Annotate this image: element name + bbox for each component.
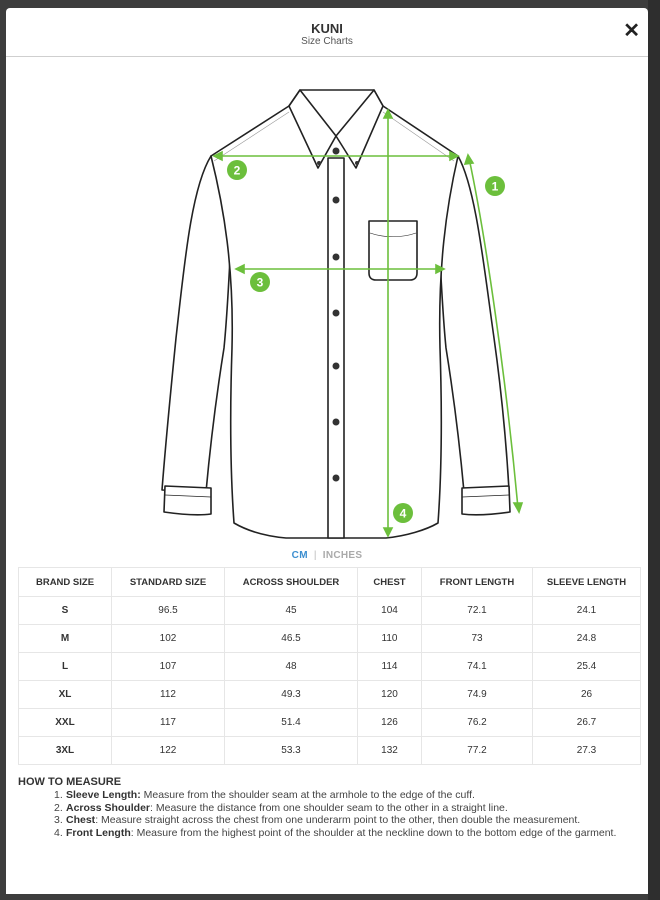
item-term: Sleeve Length: — [66, 789, 141, 801]
cell-sleeve-length: 26 — [533, 681, 641, 709]
close-button[interactable] — [623, 20, 640, 42]
cell-brand-size: XXL — [19, 709, 112, 737]
header-sleeve-length: SLEEVE LENGTH — [533, 568, 641, 597]
cell-chest: 104 — [358, 597, 422, 625]
cell-chest: 120 — [358, 681, 422, 709]
left-cuff — [164, 486, 211, 515]
cell-across-shoulder: 48 — [225, 653, 358, 681]
table-row — [19, 653, 641, 681]
modal-title: KUNI — [311, 21, 343, 36]
cell-across-shoulder: 51.4 — [225, 709, 358, 737]
item-number: 1. — [54, 789, 63, 801]
item-text: Measure from the shoulder seam at the armhole to the edge of the cuff. — [140, 789, 475, 801]
item-term: Front Length — [66, 826, 131, 839]
table-row — [19, 597, 641, 625]
item-text: : Measure from the highest point of the shoulder at the neckline down to the bottom edge of the garment. — [130, 826, 617, 839]
modal-header — [6, 8, 648, 57]
size-chart-modal — [6, 8, 648, 894]
pocket — [369, 221, 417, 280]
page-background — [648, 0, 660, 900]
cell-sleeve-length: 24.1 — [533, 597, 641, 625]
table-row — [19, 709, 641, 737]
how-to-measure-list — [54, 789, 646, 839]
cell-standard-size: 107 — [112, 653, 225, 681]
cell-front-length: 77.2 — [422, 737, 533, 765]
cell-sleeve-length: 25.4 — [533, 653, 641, 681]
cell-sleeve-length: 27.3 — [533, 737, 641, 765]
item-term: Chest — [66, 814, 96, 826]
cell-across-shoulder: 49.3 — [225, 681, 358, 709]
item-number: 4. — [54, 826, 63, 839]
cell-front-length: 74.1 — [422, 653, 533, 681]
list-item — [54, 814, 646, 827]
svg-text:1: 1 — [491, 179, 499, 194]
cell-standard-size: 112 — [112, 681, 225, 709]
cell-front-length: 74.9 — [422, 681, 533, 709]
list-item — [54, 801, 646, 815]
list-item — [54, 789, 646, 802]
cell-chest: 126 — [358, 709, 422, 737]
header-brand-size: BRAND SIZE — [19, 568, 112, 597]
cell-standard-size: 102 — [112, 625, 225, 653]
cell-front-length: 73 — [422, 625, 533, 653]
table-row — [19, 625, 641, 653]
cell-sleeve-length: 26.7 — [533, 709, 641, 737]
cell-front-length: 76.2 — [422, 709, 533, 737]
svg-text:4: 4 — [399, 506, 407, 521]
right-cuff — [462, 486, 510, 515]
item-term: Across Shoulder — [66, 801, 151, 814]
size-table — [18, 567, 641, 765]
cell-chest: 132 — [358, 737, 422, 765]
table-row — [19, 681, 641, 709]
table-header-row — [19, 568, 641, 597]
cell-standard-size: 117 — [112, 709, 225, 737]
unit-cm-tab[interactable]: CM — [291, 550, 308, 561]
cell-standard-size: 122 — [112, 737, 225, 765]
list-item — [54, 826, 646, 840]
unit-toggle — [6, 550, 648, 561]
cell-standard-size: 96.5 — [112, 597, 225, 625]
header-across-shoulder: ACROSS SHOULDER — [225, 568, 358, 597]
cell-sleeve-length: 24.8 — [533, 625, 641, 653]
item-text: : Measure the distance from one shoulder seam to the other in a straight line. — [150, 801, 508, 814]
table-row — [19, 737, 641, 765]
item-text: : Measure straight across the chest from one underarm point to the other, then double the measurement. — [95, 814, 581, 826]
cell-chest: 114 — [358, 653, 422, 681]
unit-inches-tab[interactable]: INCHES — [322, 550, 363, 561]
cell-front-length: 72.1 — [422, 597, 533, 625]
cell-brand-size: S — [19, 597, 112, 625]
cell-across-shoulder: 53.3 — [225, 737, 358, 765]
header-chest: CHEST — [358, 568, 422, 597]
svg-text:3: 3 — [256, 275, 264, 290]
cell-across-shoulder: 46.5 — [225, 625, 358, 653]
svg-text:2: 2 — [233, 163, 241, 178]
shirt-measurement-illustration — [6, 57, 648, 547]
close-icon: ✕ — [623, 20, 640, 42]
item-number: 2. — [54, 801, 63, 814]
modal-subtitle: Size Charts — [301, 36, 353, 47]
item-number: 3. — [54, 814, 63, 826]
unit-separator: | — [313, 550, 317, 561]
header-front-length: FRONT LENGTH — [422, 568, 533, 597]
how-to-measure-heading: HOW TO MEASURE — [18, 776, 122, 788]
cell-brand-size: XL — [19, 681, 112, 709]
cell-chest: 110 — [358, 625, 422, 653]
cell-brand-size: M — [19, 625, 112, 653]
cell-brand-size: 3XL — [19, 737, 112, 765]
header-standard-size: STANDARD SIZE — [112, 568, 225, 597]
cell-across-shoulder: 45 — [225, 597, 358, 625]
cell-brand-size: L — [19, 653, 112, 681]
